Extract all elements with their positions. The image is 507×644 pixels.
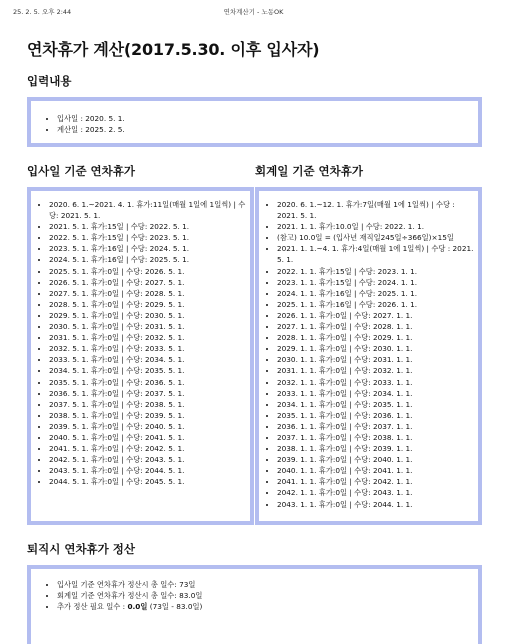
settlement-heading: 퇴직시 연차휴가 정산 [27, 542, 135, 556]
fiscal-basis-item: • 2024. 1. 1. 휴가:16일 | 수당: 2025. 1. 1. [277, 288, 474, 299]
fiscal-basis-item: • 2021. 1. 1.~4. 1. 휴가:4일(매월 1에 1일씩) | 수당 : 2021. 5. 1. [277, 243, 474, 265]
fiscal-basis-item: • 2037. 1. 1. 휴가:0일 | 수당: 2038. 1. 1. [277, 432, 474, 443]
fiscal-basis-item: • 2040. 1. 1. 휴가:0일 | 수당: 2041. 1. 1. [277, 465, 474, 476]
fiscal-basis-item: • 2035. 1. 1. 휴가:0일 | 수당: 2036. 1. 1. [277, 410, 474, 421]
fiscal-basis-item: • 2043. 1. 1. 휴가:0일 | 수당: 2044. 1. 1. [277, 499, 474, 510]
fiscal-basis-item: • 2020. 6. 1.~12. 1. 휴가:7일(매월 1에 1일씩) | 수당 : 2021. 5. 1. [277, 199, 474, 221]
fiscal-basis-item: • 2030. 1. 1. 휴가:0일 | 수당: 2031. 1. 1. [277, 354, 474, 365]
fiscal-basis-heading: 회계일 기준 연차휴가 [255, 164, 363, 178]
hire-basis-item: • 2038. 5. 1. 휴가:0일 | 수당: 2039. 5. 1. [49, 410, 246, 421]
settlement-line-hire: • 입사일 기준 연차휴가 정산시 총 일수: 73일 [57, 579, 478, 590]
fiscal-basis-item: • 2042. 1. 1. 휴가:0일 | 수당: 2043. 1. 1. [277, 487, 474, 498]
hire-basis-item: • 2023. 5. 1. 휴가:16일 | 수당: 2024. 5. 1. [49, 243, 246, 254]
input-heading: 입력내용 [27, 74, 72, 88]
settlement-extra-value: 0.0일 [127, 602, 148, 612]
hire-basis-item: • 2022. 5. 1. 휴가:15일 | 수당: 2023. 5. 1. [49, 232, 246, 243]
fiscal-basis-item: • 2034. 1. 1. 휴가:0일 | 수당: 2035. 1. 1. [277, 399, 474, 410]
input-box [27, 97, 482, 147]
settlement-list [31, 579, 478, 612]
print-datetime: 25. 2. 5. 오후 2:44 [13, 8, 72, 16]
hire-basis-item: • 2020. 6. 1.~2021. 4. 1. 휴가:11일(매월 1일에 1일씩) | 수당: 2021. 5. 1. [49, 199, 246, 221]
fiscal-basis-item: • 2027. 1. 1. 휴가:0일 | 수당: 2028. 1. 1. [277, 321, 474, 332]
settlement-extra-label: 추가 정산 필요 일수 : [57, 602, 128, 612]
hire-basis-item: • 2044. 5. 1. 휴가:0일 | 수당: 2045. 5. 1. [49, 476, 246, 487]
hire-basis-item: • 2033. 5. 1. 휴가:0일 | 수당: 2034. 5. 1. [49, 354, 246, 365]
hire-basis-item: • 2041. 5. 1. 휴가:0일 | 수당: 2042. 5. 1. [49, 443, 246, 454]
fiscal-basis-item: • 2026. 1. 1. 휴가:0일 | 수당: 2027. 1. 1. [277, 310, 474, 321]
fiscal-basis-item: • (참고) 10.0일 = (입사년 재직일245일÷366일)×15일 [277, 232, 474, 243]
hire-basis-item: • 2042. 5. 1. 휴가:0일 | 수당: 2043. 5. 1. [49, 454, 246, 465]
fiscal-basis-item: • 2029. 1. 1. 휴가:0일 | 수당: 2030. 1. 1. [277, 343, 474, 354]
fiscal-basis-item: • 2036. 1. 1. 휴가:0일 | 수당: 2037. 1. 1. [277, 421, 474, 432]
settlement-extra-formula: (73일 - 83.0일) [147, 602, 203, 612]
settlement-line-extra [57, 601, 478, 612]
fiscal-basis-item: • 2021. 1. 1. 휴가:10.0일 | 수당: 2022. 1. 1. [277, 221, 474, 232]
input-list [31, 113, 478, 135]
fiscal-basis-item: • 2025. 1. 1. 휴가:16일 | 수당: 2026. 1. 1. [277, 299, 474, 310]
fiscal-basis-list [259, 199, 478, 510]
hire-basis-item: • 2035. 5. 1. 휴가:0일 | 수당: 2036. 5. 1. [49, 377, 246, 388]
hire-basis-list [31, 199, 250, 487]
hire-basis-item: • 2028. 5. 1. 휴가:0일 | 수당: 2029. 5. 1. [49, 299, 246, 310]
hire-basis-item: • 2036. 5. 1. 휴가:0일 | 수당: 2037. 5. 1. [49, 388, 246, 399]
hire-basis-item: • 2030. 5. 1. 휴가:0일 | 수당: 2031. 5. 1. [49, 321, 246, 332]
fiscal-basis-item: • 2033. 1. 1. 휴가:0일 | 수당: 2034. 1. 1. [277, 388, 474, 399]
fiscal-basis-item: • 2041. 1. 1. 휴가:0일 | 수당: 2042. 1. 1. [277, 476, 474, 487]
print-header [13, 7, 494, 17]
hire-basis-item: • 2024. 5. 1. 휴가:16일 | 수당: 2025. 5. 1. [49, 254, 246, 265]
fiscal-basis-item: • 2031. 1. 1. 휴가:0일 | 수당: 2032. 1. 1. [277, 365, 474, 376]
page-title: 연차휴가 계산(2017.5.30. 이후 입사자) [27, 40, 320, 59]
hire-basis-item: • 2031. 5. 1. 휴가:0일 | 수당: 2032. 5. 1. [49, 332, 246, 343]
fiscal-basis-item: • 2032. 1. 1. 휴가:0일 | 수당: 2033. 1. 1. [277, 377, 474, 388]
fiscal-basis-item: • 2038. 1. 1. 휴가:0일 | 수당: 2039. 1. 1. [277, 443, 474, 454]
fiscal-basis-box [255, 187, 482, 525]
print-doc-title: 연차계산기 - 노동OK [223, 8, 284, 16]
hire-basis-heading: 입사일 기준 연차휴가 [27, 164, 135, 178]
fiscal-basis-item: • 2023. 1. 1. 휴가:15일 | 수당: 2024. 1. 1. [277, 277, 474, 288]
hire-basis-item: • 2026. 5. 1. 휴가:0일 | 수당: 2027. 5. 1. [49, 277, 246, 288]
hire-basis-item: • 2043. 5. 1. 휴가:0일 | 수당: 2044. 5. 1. [49, 465, 246, 476]
input-item: • 입사일 : 2020. 5. 1. [57, 113, 478, 124]
settlement-box [27, 565, 482, 644]
hire-basis-item: • 2021. 5. 1. 휴가:15일 | 수당: 2022. 5. 1. [49, 221, 246, 232]
hire-basis-item: • 2039. 5. 1. 휴가:0일 | 수당: 2040. 5. 1. [49, 421, 246, 432]
input-item: • 계산일 : 2025. 2. 5. [57, 124, 478, 135]
hire-basis-item: • 2029. 5. 1. 휴가:0일 | 수당: 2030. 5. 1. [49, 310, 246, 321]
hire-basis-box [27, 187, 254, 525]
fiscal-basis-item: • 2022. 1. 1. 휴가:15일 | 수당: 2023. 1. 1. [277, 266, 474, 277]
fiscal-basis-item: • 2028. 1. 1. 휴가:0일 | 수당: 2029. 1. 1. [277, 332, 474, 343]
fiscal-basis-item: • 2039. 1. 1. 휴가:0일 | 수당: 2040. 1. 1. [277, 454, 474, 465]
hire-basis-item: • 2032. 5. 1. 휴가:0일 | 수당: 2033. 5. 1. [49, 343, 246, 354]
hire-basis-item: • 2025. 5. 1. 휴가:0일 | 수당: 2026. 5. 1. [49, 266, 246, 277]
hire-basis-item: • 2027. 5. 1. 휴가:0일 | 수당: 2028. 5. 1. [49, 288, 246, 299]
hire-basis-item: • 2034. 5. 1. 휴가:0일 | 수당: 2035. 5. 1. [49, 365, 246, 376]
hire-basis-item: • 2037. 5. 1. 휴가:0일 | 수당: 2038. 5. 1. [49, 399, 246, 410]
hire-basis-item: • 2040. 5. 1. 휴가:0일 | 수당: 2041. 5. 1. [49, 432, 246, 443]
settlement-line-fiscal: • 회계일 기준 연차휴가 정산시 총 일수: 83.0일 [57, 590, 478, 601]
